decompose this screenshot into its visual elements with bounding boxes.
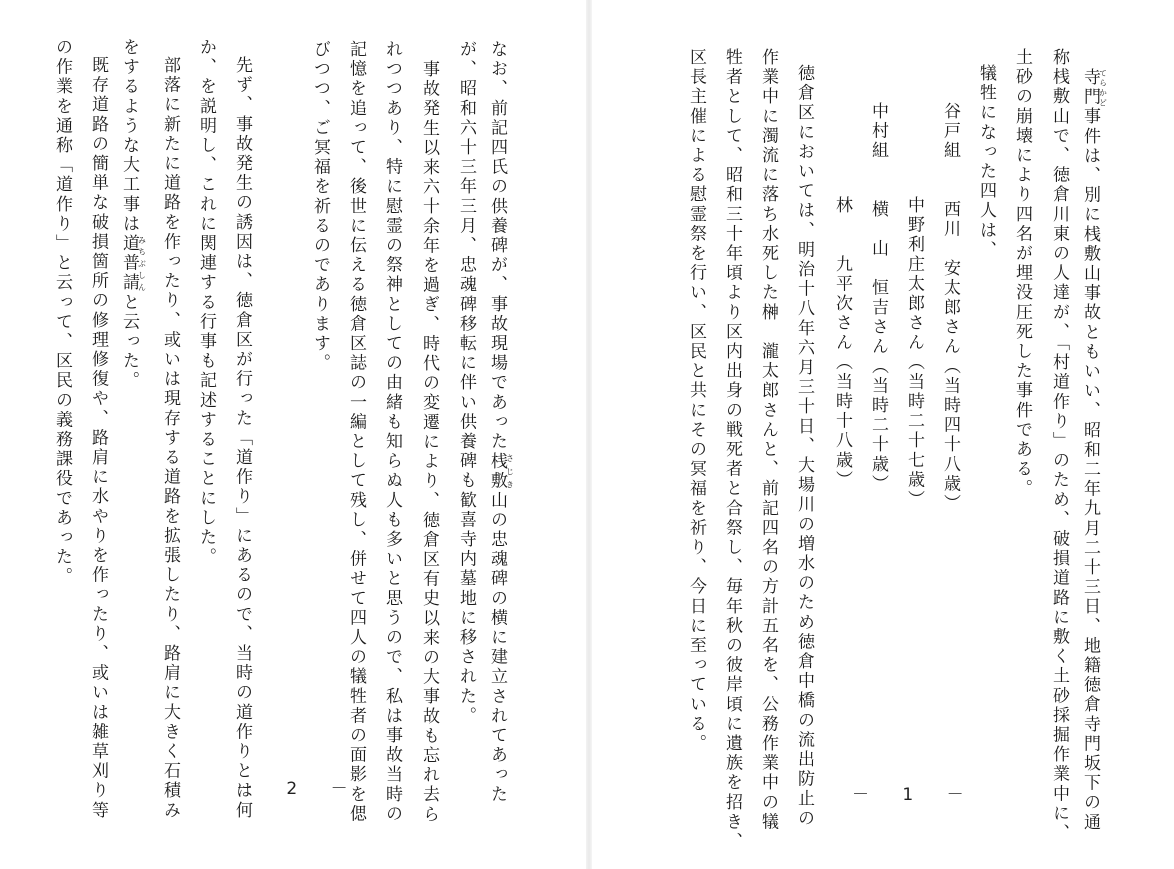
- text-line: なお、前記四氏の供養碑が、事故現場であった桟敷さじき山の忠魂碑の横に建立されてあった: [487, 40, 515, 805]
- text-line: の作業を通称「道作り」と云って、区民の義務課役であった。: [52, 38, 72, 587]
- text-line: 先ず、事故発生の誘因は、徳倉区が行った「道作り」にあるので、当時の道作りとは何: [232, 56, 252, 821]
- victim-line: 林 九平次さん（当時十八歳）: [832, 196, 852, 490]
- text-line: 土砂の崩壊により四名が埋没圧死した事件である。: [1012, 48, 1032, 499]
- text-line: れつつあり、特に慰霊の祭神としての由緒も知らぬ人も多いと思うので、私は事故当時の: [382, 40, 402, 824]
- text-line: か、を説明し、これに関連する行事も記述することにした。: [196, 38, 216, 568]
- text-line: 犠牲になった四人は、: [976, 64, 996, 260]
- text-line: びつつ、ご冥福を祈るのであります。: [310, 40, 330, 374]
- text-line: 事故発生以来六十余年を過ぎ、時代の変遷により、徳倉区有史以来の大事故も忘れ去ら: [419, 60, 439, 825]
- page-1: [590, 0, 1174, 869]
- furigana: 寺門てらかど: [1080, 68, 1108, 108]
- page-number: － 1 －: [852, 785, 978, 805]
- page-number: － 2 －: [236, 779, 362, 799]
- text-line: 寺門てらかど事件は、別に桟敷山事故ともいい、昭和二年九月二十三日、地籍徳倉寺門坂下の通: [1080, 68, 1108, 833]
- text-line: 称桟敷山で、徳倉川東の人達が、「村道作り」のため、破損道路に敷く土砂採掘作業中に、: [1049, 48, 1069, 844]
- text-line: 徳倉区においては、明治十八年六月三十日、大場川の増水のため徳倉中橋の流出防止の: [794, 64, 814, 829]
- furigana: 道普請みちぶしん: [119, 234, 147, 293]
- text-line: 既存道路の簡単な破損箇所の修理修復や、路肩に水やりを作ったり、或いは雑草刈り等: [88, 56, 108, 821]
- victim-line: 谷戸組 西川 安太郎さん（当時四十八歳）: [940, 102, 960, 514]
- victim-line: 中野利庄太郎さん（当時二十七歳）: [904, 196, 924, 510]
- text-line: 作業中に濁流に落ち水死した榊 瀧太郎さんと、前記四名の方計五名を、公務作業中の犠: [758, 48, 778, 832]
- furigana: 桟敷さじき: [487, 451, 515, 491]
- text-line: 区長主催による慰霊祭を行い、区民と共にその冥福を祈り、今日に至っている。: [686, 48, 706, 754]
- text-line: が、昭和六十三年三月、忠魂碑移転に伴い供養碑も歓喜寺内墓地に移された。: [456, 40, 476, 726]
- text-line: をするような大工事は道普請みちぶしんと云った。: [119, 38, 147, 391]
- text-line: 記憶を追って、後世に伝える徳倉区誌の一編として残し、併せて四人の犠牲者の面影を偲: [346, 40, 366, 824]
- victim-line: 中村組 横 山 恒吉さん（当時二十歳）: [868, 102, 888, 494]
- text-line: 牲者として、昭和三十年頃より区内出身の戦死者と合祭し、毎年秋の彼岸頃に遺族を招き、: [722, 48, 742, 852]
- text-line: 部落に新たに道路を作ったり、或いは現存する道路を拡張したり、路肩に大きく石積み: [160, 56, 180, 821]
